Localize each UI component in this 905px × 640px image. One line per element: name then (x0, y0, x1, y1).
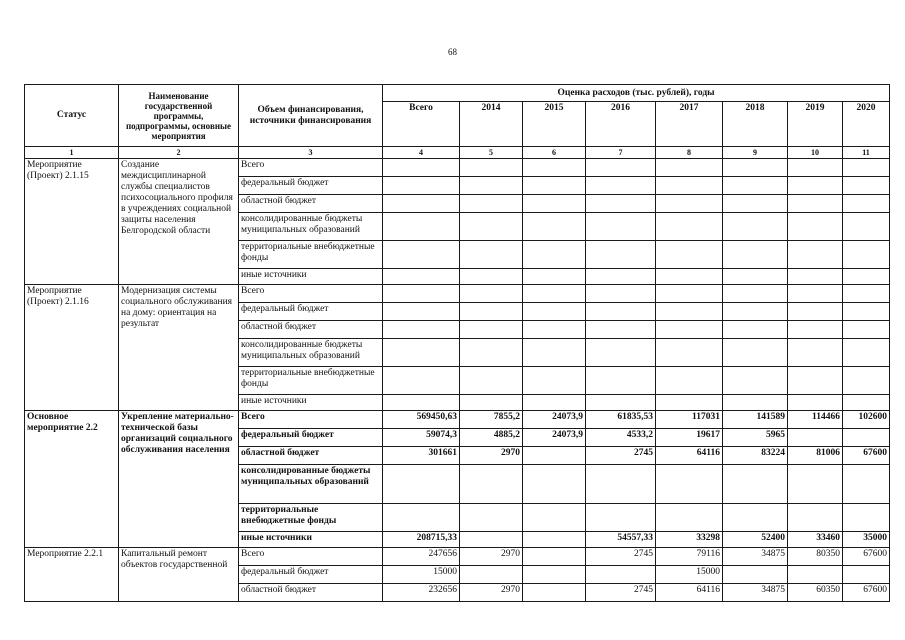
funding-source-cell: Всего (239, 285, 383, 303)
year-value-cell (460, 321, 523, 339)
year-value-cell (586, 285, 656, 303)
funding-source-cell: областной бюджет (239, 584, 383, 602)
year-value-cell (788, 465, 843, 504)
year-value-cell (656, 504, 723, 532)
year-value-cell (723, 285, 788, 303)
year-value-cell (460, 269, 523, 285)
year-value-cell: 15000 (656, 566, 723, 584)
funding-source-cell: федеральный бюджет (239, 566, 383, 584)
year-value-cell (723, 395, 788, 411)
year-value-cell (460, 159, 523, 177)
year-value-cell (586, 303, 656, 321)
year-value-cell (723, 195, 788, 213)
year-value-cell (523, 339, 586, 367)
year-value-cell (460, 241, 523, 269)
column-index: 7 (586, 147, 656, 159)
funding-source-cell: территориальные внебюджетные фонды (239, 241, 383, 269)
year-value-cell (523, 159, 586, 177)
year-value-cell (788, 321, 843, 339)
year-value-cell: 34875 (723, 548, 788, 566)
table-row (25, 411, 890, 429)
year-value-cell (523, 285, 586, 303)
year-value-cell (586, 177, 656, 195)
header-status: Статус (25, 85, 119, 147)
year-value-cell (523, 195, 586, 213)
funding-source-cell: Всего (239, 159, 383, 177)
year-value-cell (788, 213, 843, 241)
total-value-cell: 208715,33 (383, 532, 460, 548)
year-value-cell (843, 465, 890, 504)
header-year: 2016 (586, 102, 656, 147)
year-value-cell (723, 504, 788, 532)
year-value-cell: 114466 (788, 411, 843, 429)
year-value-cell (460, 213, 523, 241)
total-value-cell (383, 339, 460, 367)
column-index: 3 (239, 147, 383, 159)
year-value-cell (843, 241, 890, 269)
year-value-cell (843, 177, 890, 195)
funding-source-cell: территориальные внебюджетные фонды (239, 504, 383, 532)
year-value-cell (523, 213, 586, 241)
year-value-cell: 34875 (723, 584, 788, 602)
year-value-cell (523, 269, 586, 285)
funding-source-cell: иные источники (239, 532, 383, 548)
funding-source-cell: территориальные внебюджетные фонды (239, 367, 383, 395)
funding-source-cell: консолидированные бюджеты муниципальных образований (239, 465, 383, 504)
header-year: 2015 (523, 102, 586, 147)
year-value-cell (656, 213, 723, 241)
year-value-cell: 33298 (656, 532, 723, 548)
year-value-cell (460, 303, 523, 321)
column-index: 1 (25, 147, 119, 159)
year-value-cell (586, 195, 656, 213)
year-value-cell: 4533,2 (586, 429, 656, 447)
total-value-cell (383, 395, 460, 411)
year-value-cell: 54557,33 (586, 532, 656, 548)
year-value-cell: 67600 (843, 447, 890, 465)
year-value-cell: 2970 (460, 548, 523, 566)
year-value-cell (586, 213, 656, 241)
year-value-cell (523, 241, 586, 269)
year-value-cell (656, 177, 723, 195)
total-value-cell (383, 321, 460, 339)
total-value-cell: 247656 (383, 548, 460, 566)
year-value-cell: 5965 (723, 429, 788, 447)
total-value-cell (383, 159, 460, 177)
year-value-cell: 2745 (586, 548, 656, 566)
total-value-cell (383, 367, 460, 395)
program-name-cell: Укрепление материально-технической базы организаций социального обслуживания населения (119, 411, 239, 548)
year-value-cell (723, 303, 788, 321)
year-value-cell (586, 241, 656, 269)
column-index: 6 (523, 147, 586, 159)
header-year: 2019 (788, 102, 843, 147)
year-value-cell (843, 339, 890, 367)
funding-source-cell: областной бюджет (239, 447, 383, 465)
column-index: 11 (843, 147, 890, 159)
year-value-cell (656, 395, 723, 411)
year-value-cell: 64116 (656, 447, 723, 465)
year-value-cell (843, 566, 890, 584)
year-value-cell (788, 269, 843, 285)
year-value-cell: 19617 (656, 429, 723, 447)
year-value-cell (788, 429, 843, 447)
year-value-cell: 141589 (723, 411, 788, 429)
year-value-cell (723, 159, 788, 177)
year-value-cell (843, 269, 890, 285)
year-value-cell (586, 367, 656, 395)
status-cell: Мероприятие 2.2.1 (25, 548, 119, 602)
total-value-cell: 569450,63 (383, 411, 460, 429)
total-value-cell (383, 177, 460, 195)
year-value-cell (843, 213, 890, 241)
year-value-cell (460, 177, 523, 195)
column-index: 10 (788, 147, 843, 159)
year-value-cell (523, 395, 586, 411)
year-value-cell: 2745 (586, 447, 656, 465)
total-value-cell (383, 269, 460, 285)
table-row (25, 285, 890, 303)
year-value-cell (523, 532, 586, 548)
table-body (25, 159, 890, 602)
header-estimate: Оценка расходов (тыс. рублей), годы (383, 85, 890, 102)
funding-source-cell: консолидированные бюджеты муниципальных образований (239, 339, 383, 367)
column-index: 2 (119, 147, 239, 159)
table-row (25, 159, 890, 177)
column-index-row (25, 147, 890, 159)
total-value-cell: 232656 (383, 584, 460, 602)
year-value-cell (723, 339, 788, 367)
year-value-cell: 81006 (788, 447, 843, 465)
header-year: 2017 (656, 102, 723, 147)
year-value-cell: 7855,2 (460, 411, 523, 429)
funding-source-cell: Всего (239, 411, 383, 429)
year-value-cell (788, 504, 843, 532)
year-value-cell: 33460 (788, 532, 843, 548)
year-value-cell (460, 339, 523, 367)
year-value-cell (723, 367, 788, 395)
year-value-cell: 2970 (460, 584, 523, 602)
year-value-cell (788, 395, 843, 411)
total-value-cell (383, 504, 460, 532)
year-value-cell (723, 241, 788, 269)
funding-source-cell: областной бюджет (239, 321, 383, 339)
year-value-cell (656, 159, 723, 177)
year-value-cell: 2745 (586, 584, 656, 602)
year-value-cell (788, 159, 843, 177)
year-value-cell (523, 548, 586, 566)
year-value-cell: 64116 (656, 584, 723, 602)
year-value-cell (843, 285, 890, 303)
total-value-cell: 301661 (383, 447, 460, 465)
year-value-cell: 67600 (843, 584, 890, 602)
year-value-cell (460, 195, 523, 213)
status-cell: Основное мероприятие 2.2 (25, 411, 119, 548)
header-program: Наименование государственной программы, подпрограммы, основные мероприятия (119, 85, 239, 147)
year-value-cell (460, 285, 523, 303)
year-value-cell (523, 303, 586, 321)
budget-table (24, 84, 890, 602)
page-number: 68 (448, 47, 457, 57)
year-value-cell (586, 465, 656, 504)
year-value-cell: 79116 (656, 548, 723, 566)
year-value-cell (460, 504, 523, 532)
year-value-cell (460, 532, 523, 548)
year-value-cell (523, 566, 586, 584)
total-value-cell (383, 213, 460, 241)
year-value-cell (656, 339, 723, 367)
year-value-cell (843, 504, 890, 532)
column-index: 8 (656, 147, 723, 159)
total-value-cell: 15000 (383, 566, 460, 584)
year-value-cell: 35000 (843, 532, 890, 548)
year-value-cell (523, 177, 586, 195)
year-value-cell (523, 584, 586, 602)
total-value-cell: 59074,3 (383, 429, 460, 447)
year-value-cell (523, 465, 586, 504)
year-value-cell (586, 566, 656, 584)
funding-source-cell: консолидированные бюджеты муниципальных образований (239, 213, 383, 241)
total-value-cell (383, 241, 460, 269)
table-header (25, 85, 890, 159)
year-value-cell (523, 321, 586, 339)
year-value-cell (523, 447, 586, 465)
year-value-cell: 24073,9 (523, 429, 586, 447)
year-value-cell (460, 395, 523, 411)
year-value-cell (843, 303, 890, 321)
year-value-cell: 60350 (788, 584, 843, 602)
funding-source-cell: иные источники (239, 269, 383, 285)
year-value-cell (788, 303, 843, 321)
year-value-cell (523, 504, 586, 532)
year-value-cell (656, 285, 723, 303)
funding-source-cell: иные источники (239, 395, 383, 411)
year-value-cell: 52400 (723, 532, 788, 548)
year-value-cell (460, 566, 523, 584)
year-value-cell (586, 321, 656, 339)
table-row (25, 548, 890, 566)
year-value-cell (843, 159, 890, 177)
year-value-cell (656, 367, 723, 395)
header-funding: Объем финансирования, источники финансирования (239, 85, 383, 147)
program-name-cell: Капитальный ремонт объектов государственной (119, 548, 239, 602)
year-value-cell (843, 195, 890, 213)
year-value-cell (460, 465, 523, 504)
column-index: 5 (460, 147, 523, 159)
year-value-cell (656, 303, 723, 321)
year-value-cell (788, 339, 843, 367)
year-value-cell (723, 465, 788, 504)
year-value-cell: 67600 (843, 548, 890, 566)
year-value-cell (788, 285, 843, 303)
funding-source-cell: Всего (239, 548, 383, 566)
year-value-cell: 61835,53 (586, 411, 656, 429)
year-value-cell: 102600 (843, 411, 890, 429)
year-value-cell (843, 367, 890, 395)
year-value-cell (656, 321, 723, 339)
year-value-cell (656, 195, 723, 213)
year-value-cell (723, 177, 788, 195)
funding-source-cell: федеральный бюджет (239, 177, 383, 195)
year-value-cell: 4885,2 (460, 429, 523, 447)
status-cell: Мероприятие (Проект) 2.1.16 (25, 285, 119, 411)
column-index: 9 (723, 147, 788, 159)
year-value-cell (656, 241, 723, 269)
year-value-cell (843, 395, 890, 411)
column-index: 4 (383, 147, 460, 159)
year-value-cell (723, 321, 788, 339)
year-value-cell (788, 177, 843, 195)
year-value-cell (788, 195, 843, 213)
year-value-cell: 24073,9 (523, 411, 586, 429)
program-name-cell: Создание междисциплинарной службы специалистов психосоциального профиля в учреждениях социальной защиты населения Белгородской области (119, 159, 239, 285)
funding-source-cell: федеральный бюджет (239, 429, 383, 447)
year-value-cell: 80350 (788, 548, 843, 566)
year-value-cell (586, 395, 656, 411)
year-value-cell (723, 213, 788, 241)
header-year: 2020 (843, 102, 890, 147)
year-value-cell (523, 367, 586, 395)
total-value-cell (383, 465, 460, 504)
year-value-cell: 2970 (460, 447, 523, 465)
header-year: 2018 (723, 102, 788, 147)
year-value-cell (586, 339, 656, 367)
year-value-cell (723, 269, 788, 285)
year-value-cell (843, 321, 890, 339)
year-value-cell (586, 504, 656, 532)
year-value-cell (460, 367, 523, 395)
year-value-cell (586, 269, 656, 285)
year-value-cell (788, 566, 843, 584)
funding-source-cell: федеральный бюджет (239, 303, 383, 321)
year-value-cell: 83224 (723, 447, 788, 465)
year-value-cell (723, 566, 788, 584)
year-value-cell: 117031 (656, 411, 723, 429)
funding-source-cell: областной бюджет (239, 195, 383, 213)
status-cell: Мероприятие (Проект) 2.1.15 (25, 159, 119, 285)
year-value-cell (788, 367, 843, 395)
total-value-cell (383, 285, 460, 303)
year-value-cell (586, 159, 656, 177)
year-value-cell (843, 429, 890, 447)
year-value-cell (656, 465, 723, 504)
header-total: Всего (383, 102, 460, 147)
header-year: 2014 (460, 102, 523, 147)
year-value-cell (788, 241, 843, 269)
program-name-cell: Модернизация системы социального обслуживания на дому: ориентация на результат (119, 285, 239, 411)
total-value-cell (383, 195, 460, 213)
year-value-cell (656, 269, 723, 285)
total-value-cell (383, 303, 460, 321)
